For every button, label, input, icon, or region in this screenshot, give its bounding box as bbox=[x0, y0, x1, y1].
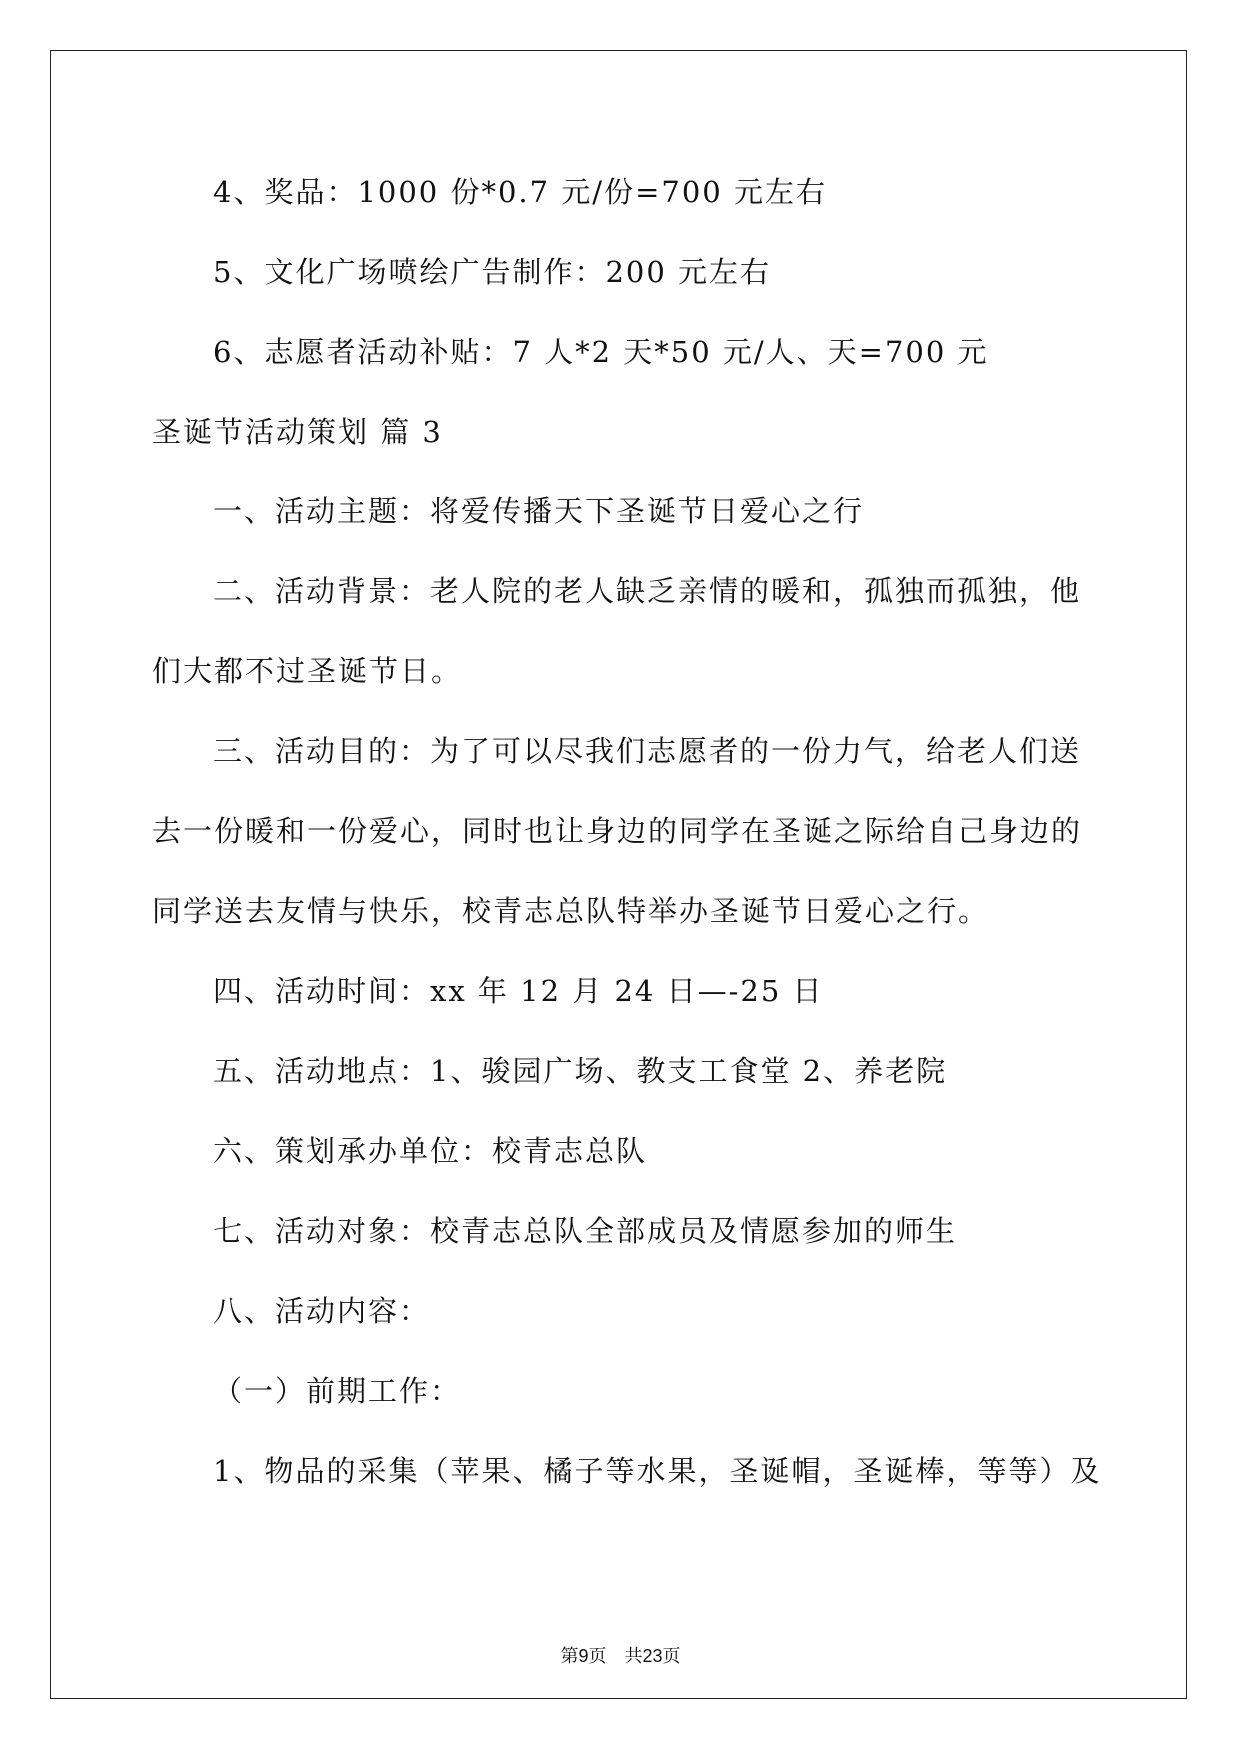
activity-time: 四、活动时间：xx 年 12 月 24 日—-25 日 bbox=[213, 974, 824, 1008]
activity-purpose: 三、活动目的：为了可以尽我们志愿者的一份力气，给老人们送 bbox=[213, 734, 1082, 768]
prep-work-heading: （一）前期工作： bbox=[213, 1374, 462, 1408]
prep-work-item-1: 1、物品的采集（苹果、橘子等水果，圣诞帽，圣诞棒，等等）及 bbox=[213, 1454, 1102, 1488]
activity-content-heading: 八、活动内容： bbox=[213, 1294, 431, 1328]
activity-organizer: 六、策划承办单位：校青志总队 bbox=[213, 1134, 648, 1168]
footer-total-prefix: 共 bbox=[624, 1646, 643, 1667]
budget-item-volunteer-allowance: 6、志愿者活动补贴：7 人*2 天*50 元/人、天=700 元 bbox=[213, 335, 989, 369]
activity-background-cont: 们大都不过圣诞节日。 bbox=[152, 654, 463, 688]
activity-theme: 一、活动主题：将爱传播天下圣诞节日爱心之行 bbox=[213, 494, 865, 528]
footer-prefix: 第 bbox=[560, 1646, 579, 1667]
footer-page-suffix: 页 bbox=[588, 1646, 607, 1667]
activity-participants: 七、活动对象：校青志总队全部成员及情愿参加的师生 bbox=[213, 1214, 958, 1248]
section-heading: 圣诞节活动策划 篇 3 bbox=[152, 415, 443, 449]
footer-page-number: 9 bbox=[578, 1646, 589, 1666]
activity-purpose-cont-2: 同学送去友情与快乐，校青志总队特举办圣诞节日爱心之行。 bbox=[152, 894, 990, 928]
activity-location: 五、活动地点：1、骏园广场、教支工食堂 2、养老院 bbox=[213, 1054, 948, 1088]
page-footer bbox=[0, 1644, 1241, 1669]
footer-total-suffix: 页 bbox=[662, 1646, 681, 1667]
activity-purpose-cont-1: 去一份暖和一份爱心，同时也让身边的同学在圣诞之际给自己身边的 bbox=[152, 814, 1083, 848]
activity-background: 二、活动背景：老人院的老人缺乏亲情的暖和，孤独而孤独，他 bbox=[213, 574, 1082, 608]
budget-item-banner: 5、文化广场喷绘广告制作：200 元左右 bbox=[213, 255, 772, 289]
budget-item-prizes: 4、奖品：1000 份*0.7 元/份=700 元左右 bbox=[213, 175, 827, 209]
footer-total-pages: 23 bbox=[642, 1646, 663, 1666]
